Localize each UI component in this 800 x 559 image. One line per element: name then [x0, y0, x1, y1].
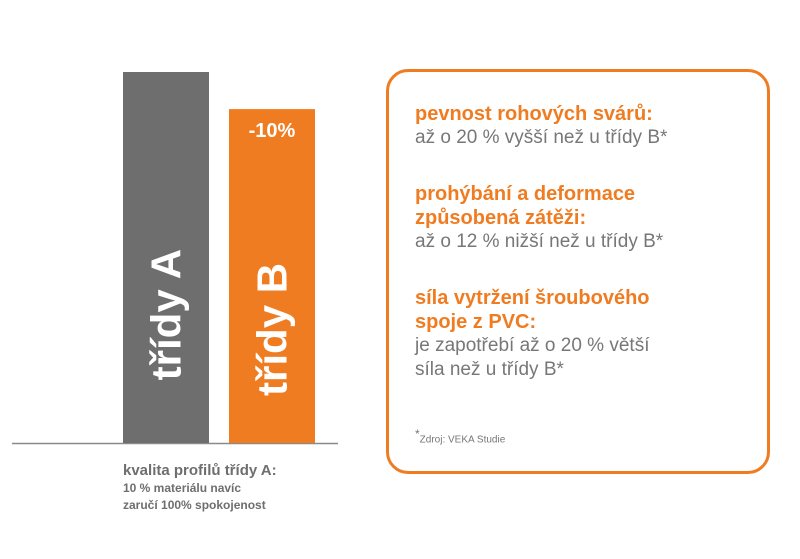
- info-item-deflection: [415, 182, 765, 254]
- bar-category-label: třídy B: [248, 262, 296, 396]
- info-heading: způsobená zátěži:: [415, 207, 587, 229]
- info-body: síla než u třídy B*: [415, 359, 564, 380]
- caption-line-1: 10 % materiálu navíc: [123, 481, 242, 495]
- source-text: Zdroj: VEKA Studie: [419, 434, 506, 446]
- info-heading: síla vytržení šroubového: [415, 287, 650, 309]
- info-panel: [386, 69, 770, 474]
- info-heading: spoje z PVC:: [415, 311, 537, 333]
- caption-line-2: zaručí 100% spokojenost: [123, 498, 266, 512]
- source-star: *: [415, 427, 420, 441]
- info-heading: pevnost rohových svárů:: [415, 103, 653, 125]
- bar-chart: [0, 0, 360, 460]
- info-item-corner-welds: [415, 102, 765, 150]
- caption-title: kvalita profilů třídy A:: [123, 462, 277, 479]
- info-heading: prohýbání a deformace: [415, 183, 636, 205]
- chart-caption: [123, 461, 373, 514]
- source-note: [415, 427, 505, 445]
- info-body: až o 12 % nižší než u třídy B*: [415, 231, 664, 252]
- info-body: je zapotřebí až o 20 % větší: [415, 335, 650, 356]
- bar-data-label: -10%: [248, 120, 296, 143]
- info-body: až o 20 % vyšší než u třídy B*: [415, 127, 668, 148]
- info-item-screw-pullout: [415, 286, 765, 382]
- bar-category-label: třídy A: [142, 248, 190, 381]
